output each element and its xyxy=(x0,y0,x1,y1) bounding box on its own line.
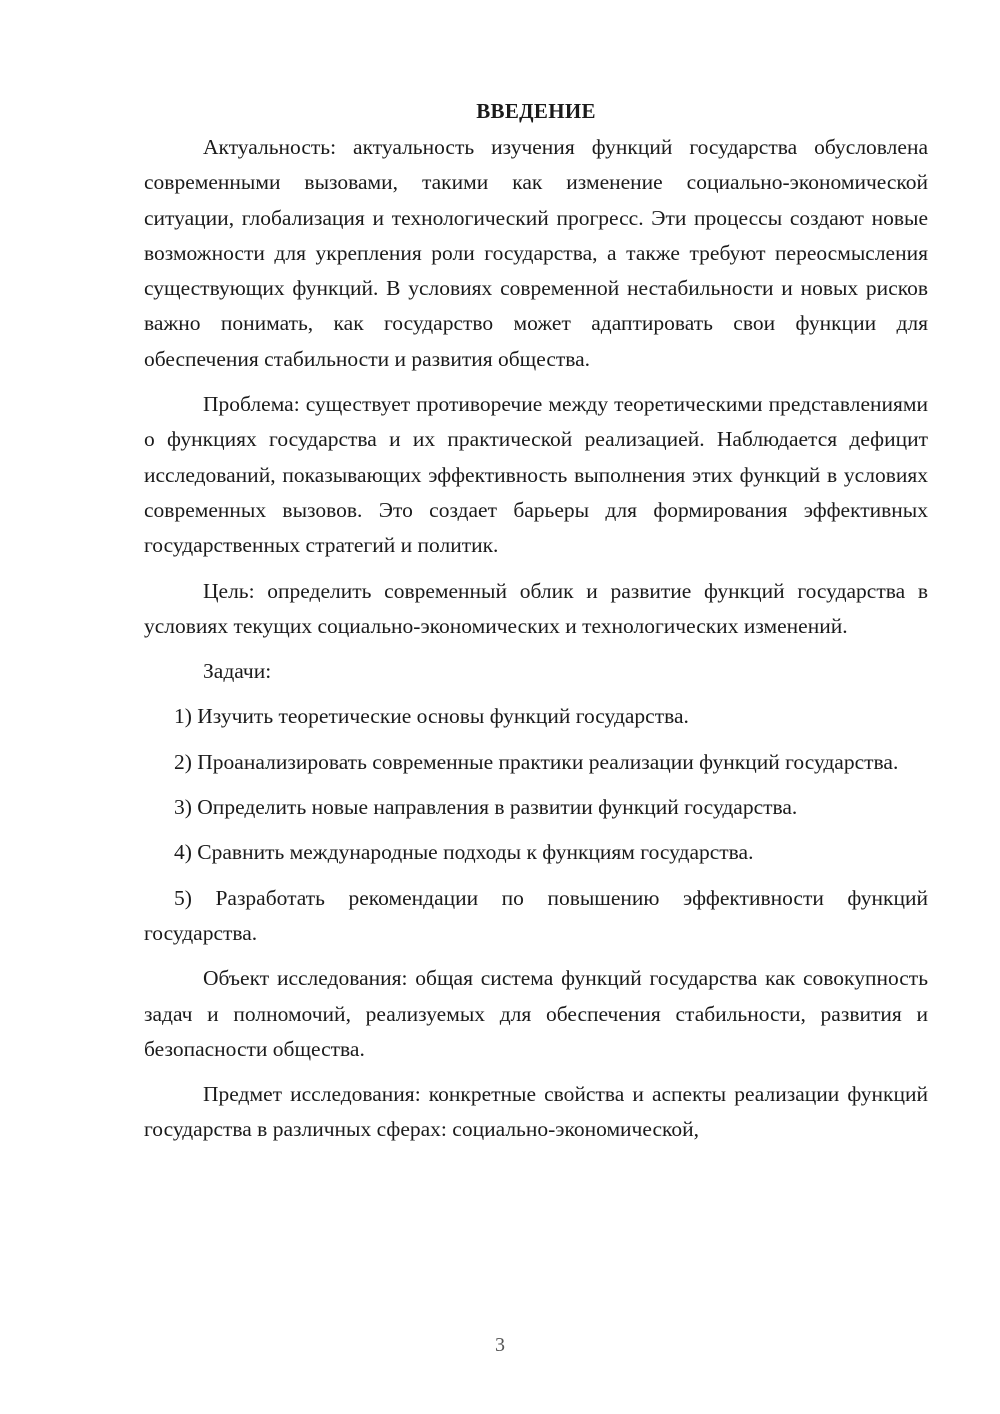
task-item-5: 5) Разработать рекомендации по повышению эффективности функций государства. xyxy=(144,885,928,945)
goal-paragraph: Цель: определить современный облик и развитие функций государства в условиях текущих социально-экономических и технологических изменений. xyxy=(144,578,928,638)
page-number: 3 xyxy=(495,1334,505,1356)
subject-paragraph: Предмет исследования: конкретные свойства и аспекты реализации функций государства в различных сферах: социально-экономической, xyxy=(144,1082,928,1142)
object-paragraph: Объект исследования: общая система функций государства как совокупность задач и полномочий, реализуемых для обеспечения стабильности, развития и безопасности общества. xyxy=(144,966,928,1061)
task-item-3: 3) Определить новые направления в развитии функций государства. xyxy=(174,795,798,820)
document-page xyxy=(144,96,928,1158)
task-item-2: 2) Проанализировать современные практики реализации функций государства. xyxy=(174,749,899,774)
task-item-4: 4) Сравнить международные подходы к функциям государства. xyxy=(174,840,754,865)
tasks-heading: Задачи: xyxy=(203,659,272,684)
problem-paragraph: Проблема: существует противоречие между теоретическими представлениями о функциях государства и их практической реализацией. Наблюдается дефицит исследований, показывающих эффективность выполнения этих функций в условиях современных вызовов. Это создает барьеры для формирования эффективных государственных стратегий и политик. xyxy=(144,392,928,558)
section-title: ВВЕДЕНИЕ xyxy=(476,99,596,123)
relevance-paragraph: Актуальность: актуальность изучения функций государства обусловлена современными вызовами, такими как изменение социально-экономической ситуации, глобализация и технологический прогресс. Эти процессы создают новые возможности для укрепления роли государства, а также требуют переосмысления существующих функций. В условиях современной нестабильности и новых рисков важно понимать, как государство может адаптировать свои функции для обеспечения стабильности и развития общества. xyxy=(144,135,928,371)
task-item-1: 1) Изучить теоретические основы функций государства. xyxy=(174,704,689,729)
